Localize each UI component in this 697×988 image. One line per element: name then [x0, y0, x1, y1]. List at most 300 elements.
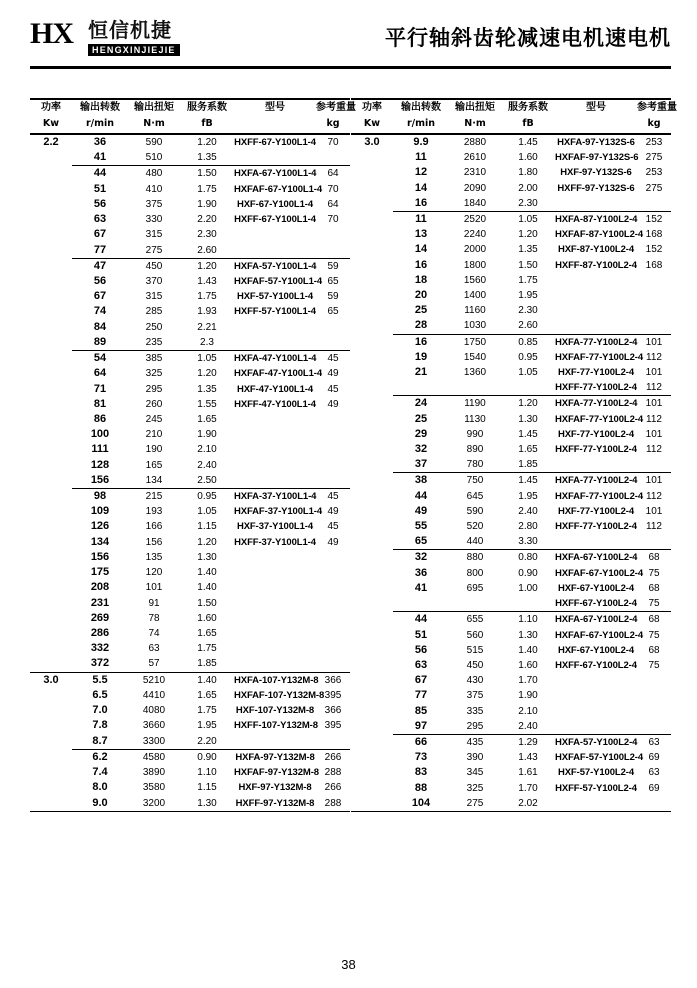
cell-model: [234, 243, 316, 259]
cell-model: [555, 303, 637, 318]
cell-service-factor: 1.65: [197, 628, 217, 639]
cell-service-factor: 1.60: [518, 152, 538, 164]
cell-weight: 275: [645, 182, 663, 194]
cell-output-speed: 41: [414, 581, 428, 594]
cell-power: [30, 442, 72, 457]
cell-model: [234, 656, 316, 672]
table-row: [351, 442, 671, 457]
cell-model: HXFAF-57-Y100L2-4: [555, 752, 644, 764]
cell-weight: 64: [327, 198, 339, 210]
cell-service-factor: 2.30: [197, 229, 217, 241]
cell-output-speed: 111: [91, 443, 109, 456]
cell-service-factor: 1.50: [197, 597, 217, 609]
cell-weight: 101: [645, 428, 663, 440]
cell-model: HXFAF-87-Y100L2-4: [555, 229, 644, 241]
col-header-model: 型号: [234, 99, 316, 116]
cell-service-factor: 1.40: [197, 674, 217, 686]
cell-output-speed: 18: [414, 273, 428, 286]
cell-weight: 45: [327, 383, 339, 395]
table-row: [351, 550, 671, 566]
cell-output-speed: [393, 380, 449, 396]
cell-power: [30, 489, 72, 505]
cell-power: [351, 273, 393, 288]
cell-service-factor: 1.75: [518, 274, 538, 286]
cell-service-factor: 2.21: [197, 321, 217, 333]
cell-output-speed: 64: [93, 367, 107, 380]
cell-service-factor: 1.75: [197, 291, 217, 303]
cell-output-torque: 78: [148, 612, 160, 624]
cell-service-factor: 1.50: [197, 168, 217, 180]
cell-service-factor: 2.40: [518, 505, 538, 517]
cell-power: 3.0: [43, 673, 59, 686]
cell-power: [30, 641, 72, 656]
cell-output-speed: 208: [90, 581, 110, 594]
cell-power: [351, 643, 393, 658]
cell-output-torque: 3200: [128, 795, 180, 811]
cell-model: HXFF-77-Y100L2-4: [555, 521, 637, 533]
cell-power: [351, 796, 393, 812]
cell-output-speed: 9.9: [413, 136, 429, 148]
cell-weight: [637, 196, 671, 212]
table-row: [30, 274, 350, 289]
cell-output-speed: 41: [72, 150, 128, 166]
table-row: [30, 734, 350, 750]
cell-output-torque: 295: [449, 719, 501, 735]
cell-model: HXFA-97-Y132M-8: [235, 751, 315, 763]
cell-service-factor: 1.60: [518, 659, 538, 671]
cell-weight: [637, 673, 671, 688]
cell-weight: 152: [645, 244, 663, 256]
cell-output-torque: 5210: [142, 674, 166, 686]
cell-power: [30, 320, 72, 335]
cell-output-speed: 104: [393, 796, 449, 812]
cell-model: [234, 596, 316, 611]
cell-weight: 253: [645, 137, 663, 148]
cell-power: [30, 795, 72, 811]
cell-service-factor: 1.65: [518, 444, 538, 456]
table-row: [351, 489, 671, 504]
cell-output-torque: 315: [145, 291, 163, 303]
cell-output-torque: 210: [145, 429, 163, 441]
cell-output-speed: 67: [93, 290, 107, 303]
cell-output-torque: 1540: [463, 351, 487, 363]
cell-output-speed: 47: [93, 259, 107, 272]
cell-output-torque: 135: [145, 551, 163, 563]
col-unit-kw: Kw: [30, 116, 72, 134]
cell-output-torque: 390: [466, 752, 484, 764]
cell-model: [234, 550, 316, 565]
cell-model: HXFA-77-Y100L2-4: [555, 475, 638, 487]
cell-weight: 63: [648, 767, 660, 779]
cell-output-torque: 1190: [464, 398, 486, 410]
cell-output-torque: 1030: [449, 318, 501, 334]
table-row: [351, 612, 671, 628]
cell-output-speed: [393, 596, 449, 612]
cell-service-factor: 1.45: [518, 137, 538, 148]
cell-output-torque: 780: [449, 457, 501, 473]
cell-service-factor: 1.30: [197, 551, 217, 563]
cell-service-factor: 1.50: [518, 259, 538, 271]
cell-weight: 70: [327, 183, 339, 195]
cell-output-torque: 335: [466, 705, 484, 717]
cell-output-speed: 286: [90, 627, 110, 639]
cell-output-torque: 800: [466, 567, 484, 579]
cell-service-factor: 1.10: [197, 766, 217, 778]
cell-service-factor: 1.40: [197, 567, 217, 579]
cell-power: 2.2: [43, 136, 59, 148]
cell-model: HXFA-67-Y100L2-4: [555, 614, 638, 626]
cell-weight: 63: [648, 736, 660, 748]
cell-output-torque: 3580: [142, 782, 166, 794]
cell-service-factor: 0.95: [197, 491, 217, 503]
cell-weight: 288: [316, 795, 350, 811]
cell-model: HXFAF-47-Y100L1-4: [234, 368, 323, 380]
table-row: [351, 196, 671, 212]
cell-service-factor: 1.75: [197, 705, 217, 717]
cell-model: HXFAF-67-Y100L1-4: [234, 183, 323, 195]
table-row: [30, 197, 350, 212]
col-header-service-factor: 服务系数: [501, 99, 555, 116]
cell-service-factor: 1.75: [197, 643, 217, 655]
company-logo: [30, 18, 192, 62]
cell-model: [234, 150, 316, 166]
cell-output-speed: 128: [90, 458, 110, 471]
cell-power: [30, 258, 72, 274]
cell-output-torque: [449, 380, 501, 396]
cell-output-speed: 67: [414, 674, 428, 687]
cell-model: HXF-87-Y100L2-4: [557, 244, 635, 256]
cell-power: [351, 181, 393, 196]
cell-model: HXFA-107-Y132M-8: [234, 674, 319, 686]
cell-power: [351, 196, 393, 212]
table-row: [351, 134, 671, 150]
cell-output-speed: 11: [415, 151, 427, 164]
cell-service-factor: 2.40: [501, 719, 555, 735]
cell-service-factor: 2.10: [518, 705, 538, 717]
cell-service-factor: 1.29: [518, 736, 538, 748]
table-row: [351, 534, 671, 550]
cell-service-factor: 1.20: [197, 536, 217, 548]
cell-service-factor: 1.95: [197, 720, 217, 732]
table-row: [30, 382, 350, 397]
cell-weight: [316, 427, 350, 442]
cell-weight: [637, 688, 671, 703]
cell-service-factor: 1.05: [197, 506, 217, 518]
table-row: [351, 519, 671, 534]
cell-power: [351, 504, 393, 519]
cell-weight: 275: [645, 152, 663, 164]
table-row: [351, 704, 671, 719]
cell-output-torque: 4410: [142, 689, 166, 701]
table-row: [30, 596, 350, 611]
cell-model: HXF-67-Y100L1-4: [236, 198, 314, 210]
cell-power: [30, 166, 72, 182]
cell-model: HXFF-67-Y100L1-4: [234, 137, 316, 148]
cell-service-factor: 2.60: [180, 243, 234, 259]
cell-service-factor: 2.50: [180, 473, 234, 489]
cell-model: HXFAF-97-Y132S-6: [555, 152, 639, 164]
col-unit-fb: fB: [180, 116, 234, 134]
cell-weight: 112: [646, 490, 662, 502]
cell-output-torque: 235: [128, 335, 180, 351]
cell-output-speed: 100: [90, 428, 110, 441]
cell-output-torque: 370: [145, 275, 163, 287]
cell-power: [351, 396, 393, 412]
cell-weight: 75: [648, 629, 660, 641]
cell-weight: 366: [324, 705, 342, 717]
cell-model: [234, 227, 316, 242]
cell-service-factor: 1.70: [518, 675, 538, 687]
cell-power: [30, 351, 72, 367]
cell-output-speed: 25: [414, 412, 428, 425]
cell-power: [351, 688, 393, 703]
cell-service-factor: 1.30: [518, 413, 538, 425]
cell-model: [555, 318, 637, 334]
cell-output-torque: 330: [145, 214, 163, 226]
spec-table-right: [351, 98, 677, 812]
cell-weight: 112: [646, 351, 662, 363]
cell-output-torque: 515: [466, 644, 484, 656]
cell-service-factor: 1.05: [197, 353, 217, 365]
cell-output-speed: 36: [414, 566, 428, 579]
table-row: [351, 581, 671, 596]
cell-output-torque: 325: [466, 782, 484, 794]
cell-service-factor: 1.20: [197, 368, 217, 380]
cell-service-factor: 1.55: [197, 398, 217, 410]
cell-power: [30, 366, 72, 381]
cell-service-factor: 1.80: [518, 167, 538, 179]
col-unit-kg: kg: [316, 116, 350, 134]
cell-service-factor: 1.43: [197, 275, 217, 287]
table-row: [30, 718, 350, 733]
cell-output-speed: 11: [415, 213, 427, 226]
cell-power: [351, 334, 393, 350]
cell-service-factor: 1.20: [518, 229, 538, 241]
cell-power: [351, 427, 393, 442]
cell-weight: 45: [327, 353, 339, 365]
page-header: [30, 14, 671, 80]
cell-power: [351, 596, 393, 612]
cell-service-factor: [501, 380, 555, 396]
cell-model: HXFA-87-Y100L2-4: [555, 214, 638, 226]
table-row: [351, 150, 671, 165]
cell-model: HXFF-47-Y100L1-4: [234, 398, 316, 410]
table-row: [30, 150, 350, 166]
cell-output-speed: 84: [93, 320, 107, 333]
cell-output-speed: 56: [93, 197, 107, 210]
cell-output-torque: 440: [449, 534, 501, 550]
table-row: [30, 351, 350, 367]
cell-output-speed: 38: [414, 474, 428, 487]
cell-output-torque: 435: [466, 736, 484, 748]
cell-output-speed: 73: [414, 751, 428, 764]
cell-service-factor: 2.40: [197, 459, 217, 471]
cell-power: [351, 489, 393, 504]
cell-power: [30, 289, 72, 304]
cell-power: [351, 212, 393, 228]
table-row: [30, 672, 350, 688]
cell-weight: [316, 412, 350, 427]
table-row: [351, 380, 671, 396]
cell-power: [30, 504, 72, 519]
cell-service-factor: 1.30: [180, 795, 234, 811]
cell-service-factor: 1.60: [197, 612, 217, 624]
table-row: [30, 519, 350, 534]
table-row: [351, 273, 671, 288]
cell-output-torque: 990: [466, 428, 484, 440]
cell-output-speed: 126: [90, 520, 110, 533]
cell-weight: 68: [648, 582, 660, 594]
cell-weight: 45: [327, 491, 339, 503]
spec-tables-container: [30, 98, 677, 812]
cell-output-speed: 175: [90, 566, 110, 579]
table-row: [351, 643, 671, 658]
table-row: [351, 658, 671, 673]
cell-power: [351, 242, 393, 257]
cell-output-speed: 77: [72, 243, 128, 259]
table-row: [351, 504, 671, 519]
cell-service-factor: 2.02: [501, 796, 555, 812]
table-row: [351, 719, 671, 735]
cell-service-factor: 3.30: [501, 534, 555, 550]
cell-output-torque: 880: [466, 552, 484, 564]
cell-output-speed: 56: [414, 643, 428, 656]
table-row: [30, 397, 350, 412]
cell-model: HXF-77-Y100L2-4: [557, 505, 635, 517]
cell-weight: 168: [645, 259, 663, 271]
cell-service-factor: 1.90: [197, 429, 217, 441]
cell-service-factor: 1.90: [518, 690, 538, 702]
cell-service-factor: 0.95: [518, 351, 538, 363]
cell-service-factor: 1.40: [197, 582, 217, 594]
cell-output-torque: 2610: [463, 152, 487, 164]
cell-service-factor: 2.20: [197, 214, 217, 226]
table-head-right: [351, 99, 677, 134]
cell-model: HXFAF-97-Y132M-8: [234, 766, 319, 778]
cell-power: [30, 182, 72, 197]
table-row: [351, 781, 671, 796]
cell-power: [351, 165, 393, 180]
logo-pinyin-text: HENGXINJIEJIE: [88, 44, 180, 56]
cell-power: [30, 519, 72, 534]
cell-output-speed: 16: [393, 196, 449, 212]
cell-service-factor: 1.15: [197, 782, 217, 794]
cell-output-speed: 14: [414, 243, 428, 256]
cell-output-torque: 295: [145, 383, 163, 395]
cell-output-speed: 24: [414, 397, 428, 410]
cell-output-speed: 49: [414, 504, 428, 517]
cell-service-factor: 1.00: [518, 582, 538, 594]
table-row: [30, 795, 350, 811]
cell-output-torque: [449, 596, 501, 612]
cell-power: [30, 212, 72, 227]
cell-model: [555, 704, 637, 719]
cell-service-factor: 1.35: [518, 244, 538, 256]
cell-model: [555, 796, 637, 812]
cell-model: HXFF-87-Y100L2-4: [555, 259, 637, 271]
cell-service-factor: 1.93: [197, 306, 217, 318]
cell-weight: [637, 318, 671, 334]
cell-power: [30, 596, 72, 611]
col-header-weight: 参考重量: [637, 99, 671, 116]
cell-service-factor: 1.10: [518, 614, 538, 626]
cell-power: [30, 397, 72, 412]
cell-weight: 101: [645, 475, 663, 487]
cell-output-speed: 77: [414, 689, 428, 702]
cell-weight: 68: [648, 552, 660, 564]
cell-output-speed: 44: [414, 613, 428, 626]
cell-output-torque: 1400: [463, 290, 487, 302]
cell-power: [30, 626, 72, 641]
cell-output-torque: 345: [466, 767, 484, 779]
table-row: [351, 212, 671, 228]
cell-output-torque: 3660: [142, 720, 166, 732]
cell-power: [30, 412, 72, 427]
col-header-service-factor: 服务系数: [180, 99, 234, 116]
cell-model: HXFA-57-Y100L2-4: [555, 736, 638, 748]
table-row: [30, 227, 350, 242]
cell-model: HXF-37-Y100L1-4: [236, 521, 314, 533]
cell-model: HXFAF-37-Y100L1-4: [234, 506, 323, 518]
table-row: [351, 181, 671, 196]
cell-output-torque: 190: [145, 444, 163, 456]
cell-output-torque: 890: [466, 444, 484, 456]
col-unit-fb: fB: [501, 116, 555, 134]
cell-model: HXFA-67-Y100L1-4: [234, 168, 317, 180]
cell-service-factor: 2.3: [180, 335, 234, 351]
cell-output-speed: 21: [414, 366, 428, 379]
cell-output-torque: 325: [145, 368, 163, 380]
cell-service-factor: 2.00: [518, 182, 538, 194]
cell-service-factor: 2.30: [518, 305, 538, 317]
cell-weight: 75: [648, 659, 660, 671]
cell-weight: 49: [327, 398, 339, 410]
table-row: [30, 641, 350, 656]
cell-weight: [316, 335, 350, 351]
cell-output-speed: 6.2: [92, 750, 108, 763]
cell-weight: 266: [324, 751, 342, 763]
cell-model: HXFF-57-Y100L2-4: [555, 782, 637, 794]
cell-output-torque: 315: [145, 229, 163, 241]
cell-output-torque: 1360: [463, 367, 487, 379]
cell-output-torque: 590: [145, 137, 163, 148]
cell-weight: 112: [646, 413, 662, 425]
table-row: [30, 412, 350, 427]
cell-power: [30, 718, 72, 733]
cell-model: HXF-67-Y100L2-4: [557, 582, 635, 594]
cell-output-torque: 101: [145, 582, 163, 594]
table-row: [351, 473, 671, 489]
cell-service-factor: 0.90: [197, 751, 217, 763]
cell-output-speed: 85: [414, 704, 428, 717]
cell-power: [30, 688, 72, 703]
cell-output-speed: 134: [90, 535, 110, 548]
cell-weight: 65: [327, 306, 339, 318]
page-number: 38: [341, 957, 356, 972]
cell-output-torque: 166: [145, 521, 163, 533]
cell-output-torque: 560: [466, 629, 484, 641]
cell-output-speed: 332: [90, 642, 110, 655]
cell-model: HXFAF-67-Y100L2-4: [555, 629, 644, 641]
table-row: [351, 596, 671, 612]
cell-output-speed: 29: [414, 427, 428, 440]
cell-weight: [316, 473, 350, 489]
table-row: [30, 442, 350, 457]
cell-output-speed: 67: [93, 228, 107, 241]
cell-power: [30, 765, 72, 780]
cell-output-speed: 372: [72, 656, 128, 672]
table-row: [30, 504, 350, 519]
